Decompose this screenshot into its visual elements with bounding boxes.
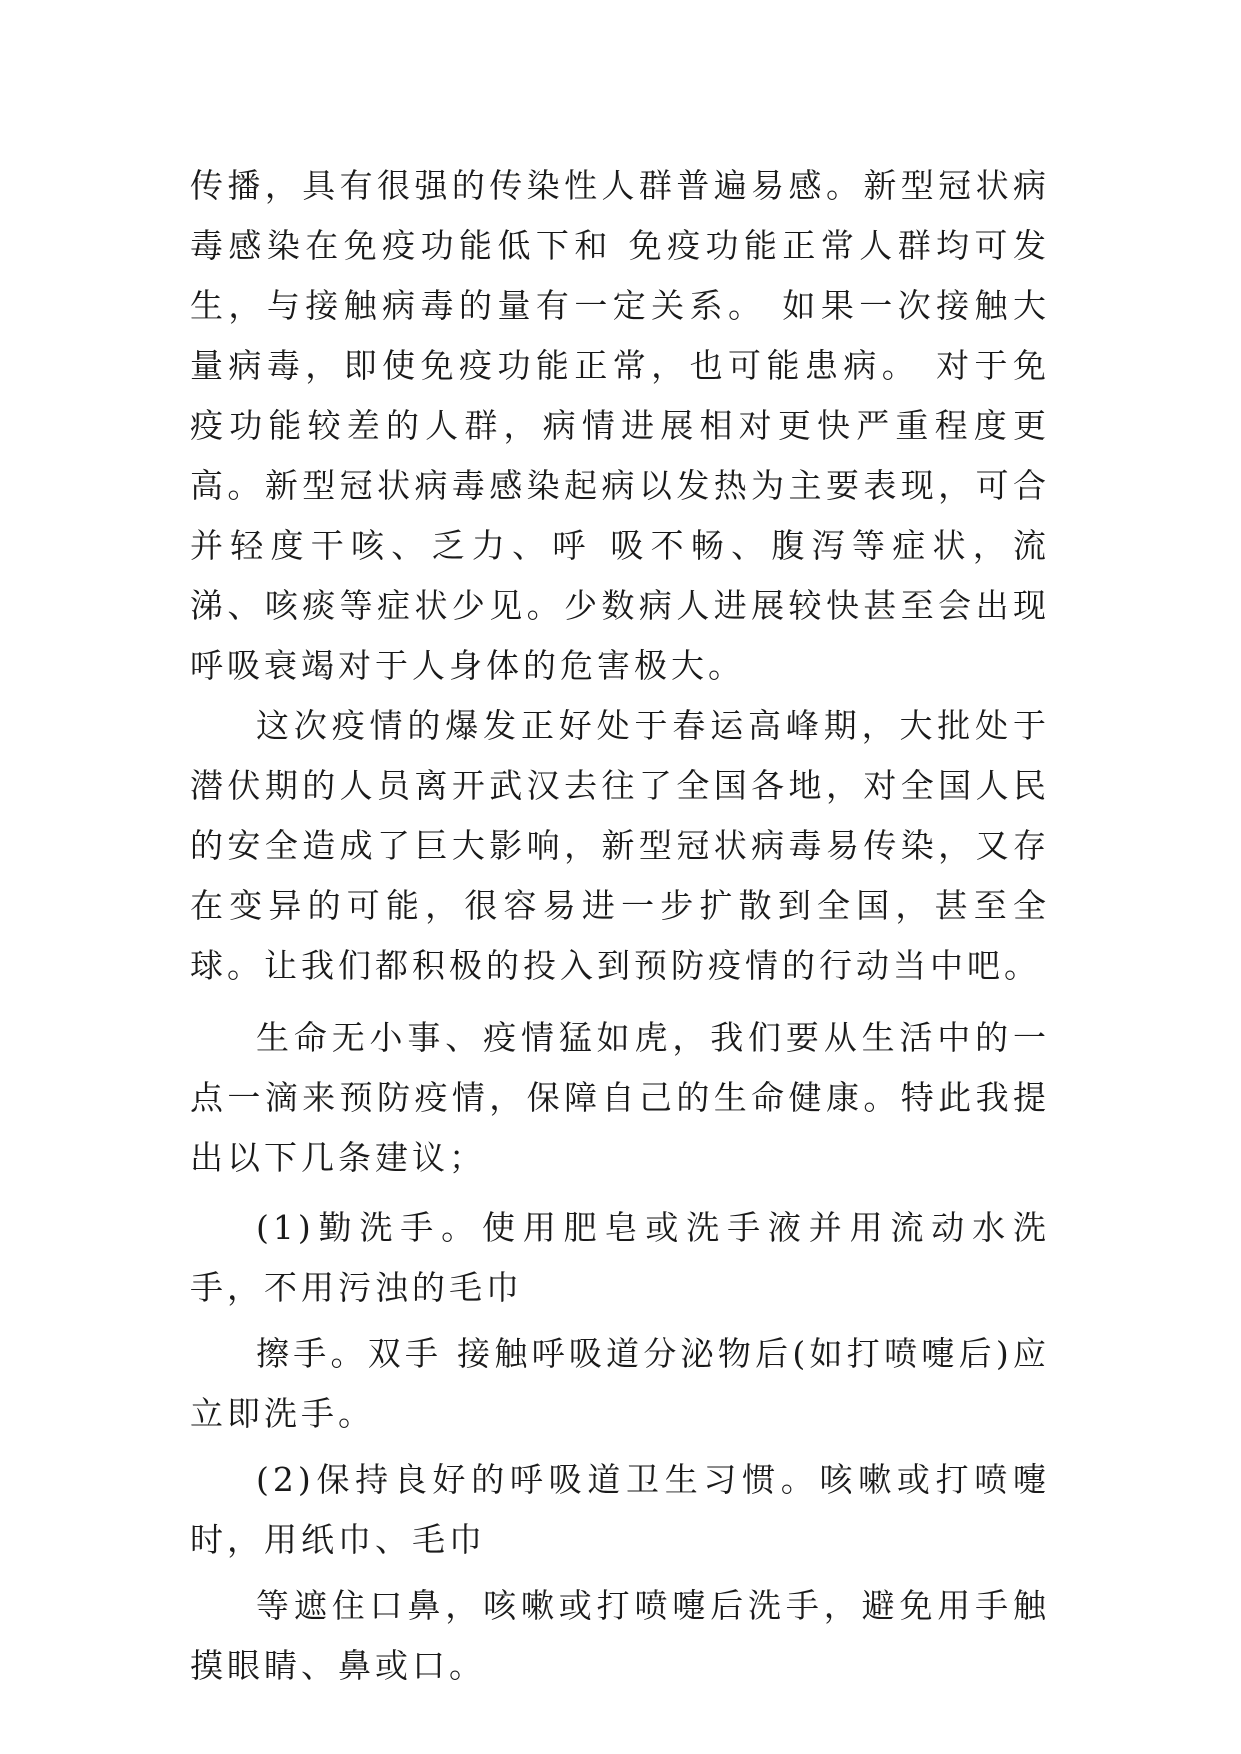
- paragraph-6: (2)保持良好的呼吸道卫生习惯。咳嗽或打喷嚏时，用纸巾、毛巾: [190, 1460, 1050, 1559]
- paragraph-1: 传播，具有很强的传染性人群普遍易感。新型冠状病毒感染在免疫功能低下和 免疫功能正常人群均可发生，与接触病毒的量有一定关系。 如果一次接触大量病毒，即使免疫功能正常，也可能患病。 对于免疫功能较差的人群，病情进展相对更快严重程度更高。新型冠状病毒感染起病以发热为主要表现，可合并轻度干咳、乏力、呼 吸不畅、腹泻等症状，流涕、咳痰等症状少见。少数病人进展较快甚至会出现呼吸衰竭对于人身体的危害极大。: [190, 166, 1050, 685]
- paragraph-4: (1)勤洗手。使用肥皂或洗手液并用流动水洗手，不用污浊的毛巾: [190, 1208, 1050, 1307]
- paragraph-2: 这次疫情的爆发正好处于春运高峰期，大批处于潜伏期的人员离开武汉去往了全国各地，对全国人民的安全造成了巨大影响，新型冠状病毒易传染，又存在变异的可能，很容易进一步扩散到全国，甚至全球。让我们都积极的投入到预防疫情的行动当中吧。: [190, 706, 1050, 985]
- paragraph-3: 生命无小事、疫情猛如虎，我们要从生活中的一点一滴来预防疫情，保障自己的生命健康。特此我提出以下几条建议；: [190, 1018, 1050, 1177]
- paragraph-5: 擦手。双手 接触呼吸道分泌物后(如打喷嚏后)应立即洗手。: [190, 1334, 1050, 1433]
- paragraph-7: 等遮住口鼻，咳嗽或打喷嚏后洗手，避免用手触摸眼睛、鼻或口。: [190, 1586, 1050, 1685]
- document-body: [190, 156, 1050, 1696]
